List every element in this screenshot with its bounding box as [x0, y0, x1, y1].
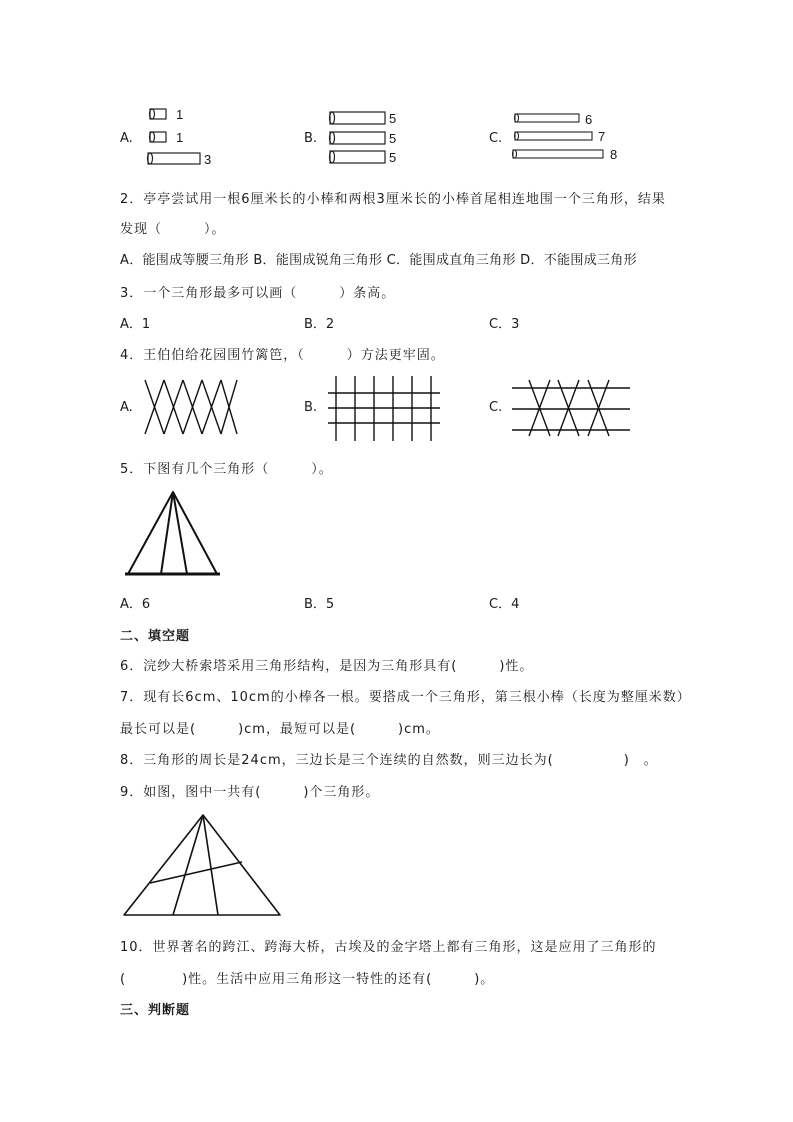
q1-c-stick-3-length: 8: [610, 147, 618, 162]
q1-option-c-sticks: [510, 110, 610, 165]
q1-b-stick-1-length: 5: [389, 111, 397, 126]
section-judgement-heading: 三、判断题: [120, 1003, 191, 1018]
q3-option-a: A．1: [120, 317, 151, 332]
q8-text: 8．三角形的周长是24cm，三边长是三个连续的自然数，则三边长为( ) 。: [120, 753, 658, 768]
q1-option-b-sticks: [325, 108, 395, 168]
q4-option-a-label: A.: [120, 400, 133, 415]
q5-option-b: B．5: [304, 597, 335, 612]
q9-text: 9．如图，图中一共有( )个三角形。: [120, 785, 380, 800]
q1-a-stick-3-length: 3: [204, 152, 212, 167]
q5-text: 5．下图有几个三角形（ ）。: [120, 462, 333, 477]
q1-b-stick-2-length: 5: [389, 131, 397, 146]
q4-option-b-label: B.: [304, 400, 318, 415]
section-fill-in-heading: 二、填空题: [120, 629, 191, 644]
q1-a-stick-1-length: 1: [176, 107, 184, 122]
q3-option-c: C．3: [489, 317, 520, 332]
q1-b-stick-3-length: 5: [389, 150, 397, 165]
q5-option-a: A．6: [120, 597, 151, 612]
q7-text-line2: 最长可以是( )cm，最短可以是( )cm。: [120, 722, 440, 737]
q5-option-c: C．4: [489, 597, 520, 612]
q2-text-line1: 2．亭亭尝试用一根6厘米长的小棒和两根3厘米长的小棒首尾相连地围一个三角形，结果: [120, 192, 666, 207]
q5-triangle-figure: [125, 488, 220, 578]
q10-text-line2: ( )性。生活中应用三角形这一特性的还有( )。: [120, 972, 495, 987]
q1-option-a-sticks: [140, 105, 230, 170]
q4-option-c-label: C.: [489, 400, 503, 415]
q1-option-a-label: A.: [120, 131, 133, 146]
q1-a-stick-2-length: 1: [176, 130, 184, 145]
q9-triangle-figure: [122, 812, 284, 918]
q2-text-line2: 发现（ ）。: [120, 222, 226, 237]
q7-text-line1: 7．现有长6cm、10cm的小棒各一根。要搭成一个三角形，第三根小棒（长度为整厘米数）: [120, 690, 691, 705]
q1-c-stick-2-length: 7: [598, 129, 606, 144]
q2-options: A．能围成等腰三角形 B．能围成锐角三角形 C．能围成直角三角形 D．不能围成三角形: [120, 253, 637, 268]
q3-text: 3．一个三角形最多可以画（ ）条高。: [120, 286, 396, 301]
q4-text: 4．王伯伯给花园围竹篱笆，（ ）方法更牢固。: [120, 348, 445, 363]
q4-fence-c-triangles: [512, 378, 632, 438]
q6-text: 6．浣纱大桥索塔采用三角形结构，是因为三角形具有( )性。: [120, 659, 534, 674]
q1-option-c-label: C.: [489, 131, 503, 146]
q4-fence-a-cross: [140, 378, 240, 438]
q4-fence-b-grid: [328, 376, 443, 442]
q1-c-stick-1-length: 6: [585, 112, 593, 127]
q10-text-line1: 10．世界著名的跨江、跨海大桥，古埃及的金字塔上都有三角形，这是应用了三角形的: [120, 940, 657, 955]
q1-option-b-label: B.: [304, 131, 318, 146]
q3-option-b: B．2: [304, 317, 335, 332]
